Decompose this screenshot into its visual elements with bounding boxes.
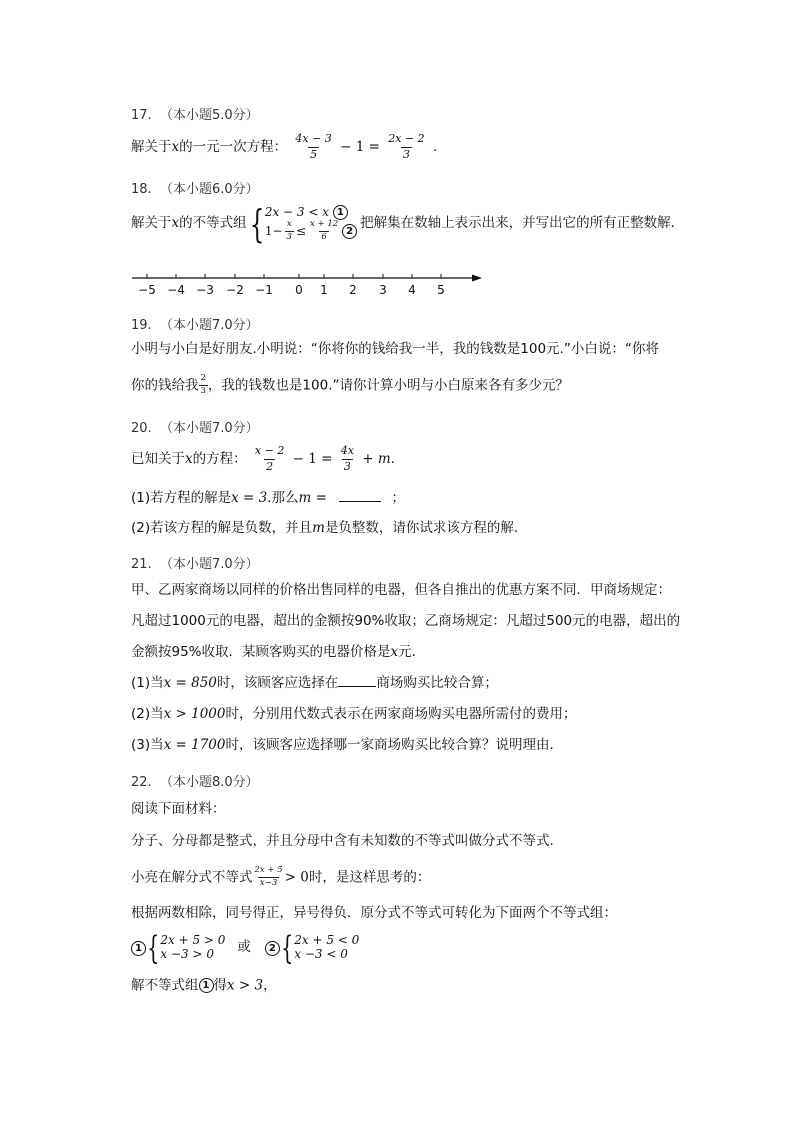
- q19-points: （本小题7.0分）: [159, 318, 259, 333]
- axis-tick-label: −2: [226, 283, 244, 297]
- q17-stem: 解关于x的一元一次方程： $\frac{4x - 3}{5}$ − 1 = $\frac{2x - 2}{3}$ .: [131, 132, 438, 161]
- q22-systems: 1 { 2x + 5 > 0 x −3 > 0 或 2 { 2x + 5 < 0 x −3 < 0: [131, 932, 359, 964]
- q17-points: （本小题5.0分）: [159, 108, 259, 123]
- q18-inequality-1: 2x − 3 < x 1: [265, 205, 357, 220]
- axis-tick-label: −5: [138, 283, 156, 297]
- q17-fraction-left: $\frac{4x - 3}{5}$: [295, 132, 332, 161]
- q21-part-3: (3)当x = 1700时，该顾客应选择哪一家商场购买比较合算？说明理由．: [131, 737, 563, 753]
- q21-line-2: 凡超过1000元的电器，超出的金额按90%收取；乙商场规定：凡超过500元的电器，超出的: [131, 613, 681, 629]
- q21-part-1: (1)当x = 850时，该顾客应选择在 商场购买比较合算；: [131, 675, 498, 691]
- q21-answer-blank[interactable]: [338, 686, 376, 687]
- q18-inequality-system: [265, 205, 357, 243]
- q22-system-2: 2x + 5 < 0 x −3 < 0: [294, 933, 360, 961]
- q20-answer-blank[interactable]: [339, 501, 381, 502]
- q18-inequality-2: 1− $\frac{x}{3}$ ≤ $\frac{x + 12}{6}$ 2: [265, 220, 357, 243]
- q18-header: [131, 178, 259, 197]
- q19-number: 19.: [131, 318, 152, 333]
- axis-tick-label: −3: [196, 283, 214, 297]
- q21-line-1: 甲、乙两家商场以同样的价格出售同样的电器，但各自推出的优惠方案不同．甲商场规定：: [131, 582, 671, 598]
- q22-header: [131, 771, 259, 790]
- q20-part-2: (2)若该方程的解是负数，并且m是负整数，请你试求该方程的解．: [131, 520, 528, 536]
- q22-line-2: 分子、分母都是整式，并且分母中含有未知数的不等式叫做分式不等式．: [131, 833, 563, 849]
- q21-header: [131, 553, 259, 572]
- q17-number: 17.: [131, 108, 152, 123]
- q18-points: （本小题6.0分）: [159, 182, 259, 197]
- circle-one-icon: 1: [131, 941, 146, 956]
- circle-one-icon: 1: [333, 205, 348, 220]
- axis-tick-label: 1: [320, 283, 328, 297]
- q19-line-1: 小明与小白是好朋友.小明说：“你将你的钱给我一半，我的钱数是100元.”小白说：“你将: [131, 341, 659, 357]
- number-line: [120, 268, 490, 300]
- q18-number: 18.: [131, 182, 152, 197]
- q21-part-2: (2)当x > 1000时，分别用代数式表示在两家商场购买电器所需付的费用；: [131, 706, 577, 722]
- number-line-arrow-icon: [472, 275, 482, 282]
- q22-line-5: 解不等式组 1 得x > 3，: [131, 977, 277, 994]
- axis-tick-label: 2: [349, 283, 357, 297]
- axis-tick-label: −4: [167, 283, 185, 297]
- q20-number: 20.: [131, 421, 152, 436]
- axis-tick-label: 3: [379, 283, 387, 297]
- axis-tick-label: 4: [408, 283, 416, 297]
- q17-fraction-right: $\frac{2x - 2}{3}$: [388, 132, 425, 161]
- q22-number: 22.: [131, 775, 152, 790]
- q20-points: （本小题7.0分）: [159, 421, 259, 436]
- q22-line-4: 根据两数相除，同号得正，异号得负．原分式不等式可转化为下面两个不等式组：: [131, 905, 617, 921]
- q19-line-2: 你的钱给我 $\frac{2}{3}$ ，我的钱数也是100.”请你计算小明与小白原来各有多少元？: [131, 373, 569, 396]
- q19-header: [131, 314, 259, 333]
- q18-system-brace: {: [249, 202, 264, 246]
- q22-line-3: 小亮在解分式不等式 $\frac{2x + 5}{x-3}$ > 0时，是这样思考的：: [131, 865, 431, 888]
- q20-part-1: (1)若方程的解是x = 3.那么m = ；: [131, 490, 406, 506]
- q21-number: 21.: [131, 557, 152, 572]
- q22-line-1: 阅读下面材料：: [131, 801, 226, 817]
- q18-stem: 解关于x的不等式组 { 2x − 3 < x 1 1− $\frac{x}{3}$ ≤ $\frac{x + 12}{6}$ 2 把解集在数轴上表示出来，并写出它的所有正整数解．: [131, 202, 685, 246]
- axis-tick-label: 0: [295, 283, 303, 297]
- q22-points: （本小题8.0分）: [159, 775, 259, 790]
- circle-one-icon: 1: [199, 978, 214, 993]
- q21-line-3: 金额按95%收取．某顾客购买的电器价格是x元．: [131, 644, 426, 660]
- q21-points: （本小题7.0分）: [159, 557, 259, 572]
- q22-system-1: 2x + 5 > 0 x −3 > 0: [160, 933, 226, 961]
- q20-stem: 已知关于x的方程： $\frac{x - 2}{2}$ − 1 = $\frac{4x}{3}$ + m.: [131, 444, 395, 473]
- axis-tick-label: 5: [437, 283, 445, 297]
- axis-tick-label: −1: [255, 283, 273, 297]
- circle-two-icon: 2: [342, 224, 357, 239]
- q17-header: [131, 104, 259, 123]
- circle-two-icon: 2: [265, 941, 280, 956]
- q20-header: [131, 417, 259, 436]
